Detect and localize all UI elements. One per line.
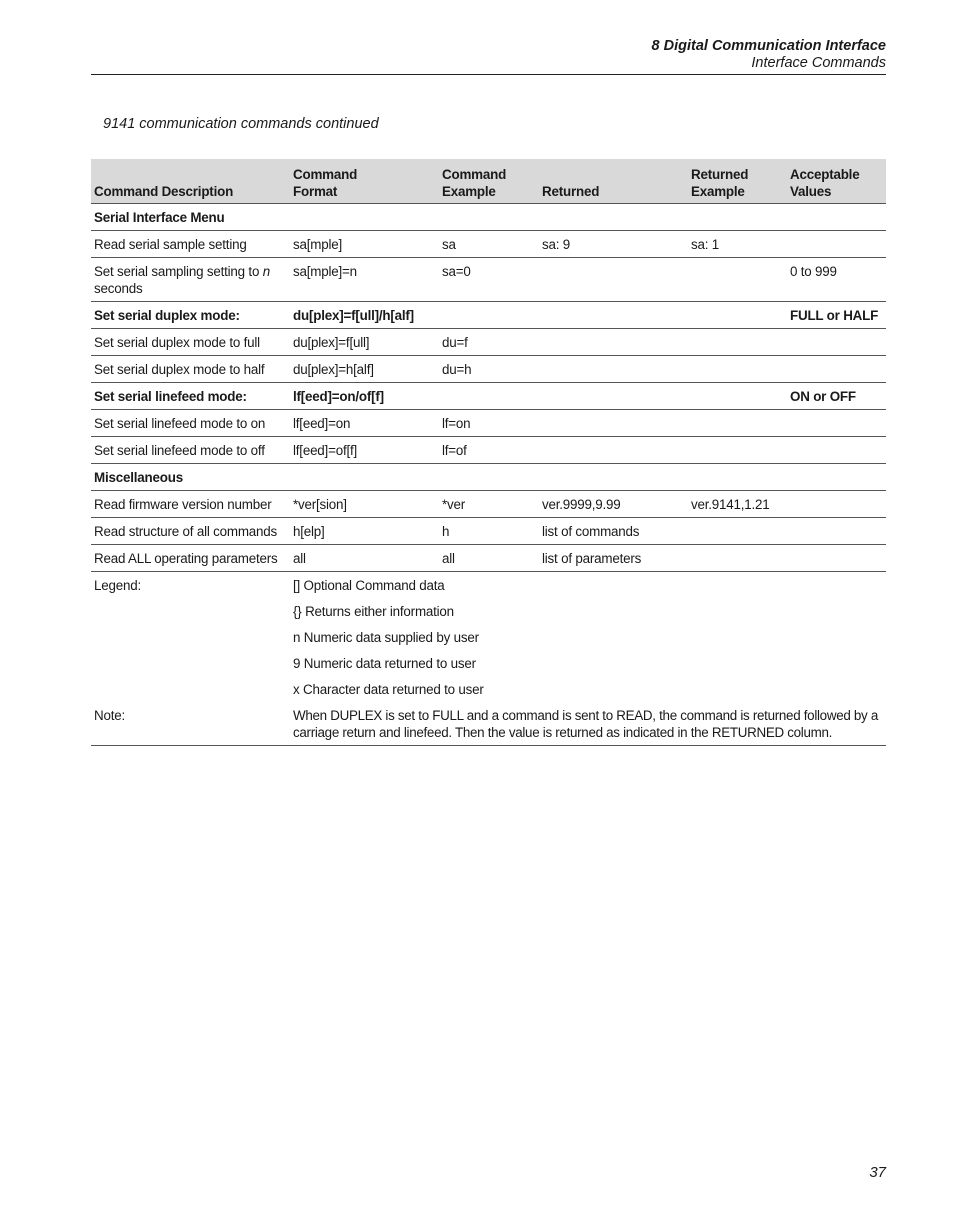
col-command-format-cell: lf[eed]=of[f] <box>290 437 439 464</box>
legend-item: 9 Numeric data returned to user <box>293 656 476 671</box>
col-acceptable-values-cell: 0 to 999 <box>787 258 886 302</box>
legend-item: x Character data returned to user <box>293 682 484 697</box>
col-command-description-cell: Set serial linefeed mode: <box>91 383 290 410</box>
section-row <box>91 302 886 329</box>
col-command-example-cell: du=f <box>439 329 539 356</box>
note-row <box>91 702 886 746</box>
col-command-example-cell <box>439 383 539 410</box>
section-title: Interface Commands <box>751 55 886 71</box>
legend-row <box>91 572 886 599</box>
col-command-format-cell: *ver[sion] <box>290 491 439 518</box>
table-row <box>91 258 886 302</box>
table-header-row <box>91 159 886 204</box>
col-acceptable-values-header: Acceptable Values <box>787 159 886 204</box>
legend-item: n Numeric data supplied by user <box>293 630 479 645</box>
table-row <box>91 491 886 518</box>
table-row <box>91 410 886 437</box>
col-returned-example-header: Returned Example <box>688 159 787 204</box>
col-returned-cell <box>539 437 688 464</box>
col-returned-cell: sa: 9 <box>539 231 688 258</box>
col-returned-example-cell: sa: 1 <box>688 231 787 258</box>
col-returned-example-cell <box>688 383 787 410</box>
col-returned-cell <box>539 356 688 383</box>
col-command-format-cell: du[plex]=f[ull]/h[alf] <box>290 302 439 329</box>
col-command-example-cell <box>439 464 539 491</box>
col-returned-cell <box>539 383 688 410</box>
col-command-example-cell: sa=0 <box>439 258 539 302</box>
col-command-description-header: Command Description <box>91 159 290 204</box>
col-command-format-cell: all <box>290 545 439 572</box>
legend-item: [] Optional Command data <box>293 578 445 593</box>
legend-label <box>91 624 290 650</box>
col-command-format-cell: du[plex]=f[ull] <box>290 329 439 356</box>
chapter-title: 8 Digital Communication Interface <box>651 38 886 54</box>
col-acceptable-values-cell <box>787 437 886 464</box>
col-command-description-cell: Miscellaneous <box>91 464 290 491</box>
table-row <box>91 231 886 258</box>
col-command-description-cell: Set serial duplex mode: <box>91 302 290 329</box>
legend-label: Legend: <box>94 578 142 593</box>
col-command-format-header: Command Format <box>290 159 439 204</box>
section-row <box>91 464 886 491</box>
col-acceptable-values-cell <box>787 329 886 356</box>
table-row <box>91 518 886 545</box>
col-acceptable-values-cell: FULL or HALF <box>787 302 886 329</box>
table-row <box>91 437 886 464</box>
col-command-example-cell: du=h <box>439 356 539 383</box>
col-command-description-cell: Set serial sampling setting to n seconds <box>91 258 290 302</box>
col-command-format-cell <box>290 464 439 491</box>
legend-row <box>91 676 886 702</box>
legend-label <box>91 650 290 676</box>
section-row <box>91 383 886 410</box>
col-acceptable-values-cell <box>787 356 886 383</box>
table-body <box>91 204 886 746</box>
col-returned-example-cell <box>688 302 787 329</box>
col-command-description-cell: Set serial duplex mode to half <box>91 356 290 383</box>
col-returned-example-cell <box>688 204 787 231</box>
col-command-description-cell: Read ALL operating parameters <box>91 545 290 572</box>
col-command-description-cell: Read firmware version number <box>91 491 290 518</box>
col-acceptable-values-cell <box>787 491 886 518</box>
note-label: Note: <box>91 702 290 746</box>
legend-row <box>91 598 886 624</box>
col-command-description-cell: Serial Interface Menu <box>91 204 290 231</box>
col-acceptable-values-cell <box>787 231 886 258</box>
col-command-example-header: Command Example <box>439 159 539 204</box>
legend-label <box>91 598 290 624</box>
col-returned-example-cell <box>688 545 787 572</box>
col-returned-cell: list of commands <box>539 518 688 545</box>
col-returned-example-cell: ver.9141,1.21 <box>688 491 787 518</box>
table-row <box>91 329 886 356</box>
col-command-description-cell: Set serial duplex mode to full <box>91 329 290 356</box>
col-returned-cell <box>539 204 688 231</box>
legend-row <box>91 624 886 650</box>
col-returned-example-cell <box>688 437 787 464</box>
note-text: When DUPLEX is set to FULL and a command is sent to READ, the command is returned followed by a carriage return and linefeed. Then the value is returned as indicated in the RETURNED column. <box>290 702 886 746</box>
col-command-example-cell: *ver <box>439 491 539 518</box>
col-command-example-cell: lf=of <box>439 437 539 464</box>
col-returned-example-cell <box>688 518 787 545</box>
col-command-example-cell: all <box>439 545 539 572</box>
commands-table <box>91 159 886 746</box>
col-acceptable-values-cell <box>787 545 886 572</box>
col-command-format-cell: lf[eed]=on <box>290 410 439 437</box>
table-row <box>91 356 886 383</box>
col-returned-cell <box>539 329 688 356</box>
col-returned-cell <box>539 258 688 302</box>
col-command-format-cell: lf[eed]=on/of[f] <box>290 383 439 410</box>
col-returned-example-cell <box>688 356 787 383</box>
col-command-format-cell <box>290 204 439 231</box>
table-caption: 9141 communication commands continued <box>103 116 379 132</box>
col-returned-cell <box>539 410 688 437</box>
col-command-description-cell: Set serial linefeed mode to on <box>91 410 290 437</box>
col-returned-cell <box>539 302 688 329</box>
col-command-example-cell: lf=on <box>439 410 539 437</box>
col-command-format-cell: du[plex]=h[alf] <box>290 356 439 383</box>
col-returned-example-cell <box>688 258 787 302</box>
col-command-description-cell: Read structure of all commands <box>91 518 290 545</box>
col-returned-cell: ver.9999,9.99 <box>539 491 688 518</box>
col-command-example-cell <box>439 302 539 329</box>
col-returned-cell <box>539 464 688 491</box>
col-returned-example-cell <box>688 329 787 356</box>
section-row <box>91 204 886 231</box>
col-command-format-cell: sa[mple]=n <box>290 258 439 302</box>
col-command-example-cell <box>439 204 539 231</box>
col-command-description-cell: Read serial sample setting <box>91 231 290 258</box>
col-acceptable-values-cell <box>787 204 886 231</box>
legend-label <box>91 676 290 702</box>
col-command-format-cell: sa[mple] <box>290 231 439 258</box>
col-acceptable-values-cell: ON or OFF <box>787 383 886 410</box>
col-returned-example-cell <box>688 464 787 491</box>
table-row <box>91 545 886 572</box>
col-command-example-cell: sa <box>439 231 539 258</box>
col-command-description-cell: Set serial linefeed mode to off <box>91 437 290 464</box>
legend-item: {} Returns either information <box>293 604 454 619</box>
col-acceptable-values-cell <box>787 518 886 545</box>
col-acceptable-values-cell <box>787 410 886 437</box>
page-number: 37 <box>869 1164 886 1181</box>
legend-row <box>91 650 886 676</box>
col-acceptable-values-cell <box>787 464 886 491</box>
col-returned-cell: list of parameters <box>539 545 688 572</box>
page-header <box>91 38 886 75</box>
col-returned-example-cell <box>688 410 787 437</box>
col-command-example-cell: h <box>439 518 539 545</box>
col-returned-header: Returned <box>539 159 688 204</box>
col-command-format-cell: h[elp] <box>290 518 439 545</box>
